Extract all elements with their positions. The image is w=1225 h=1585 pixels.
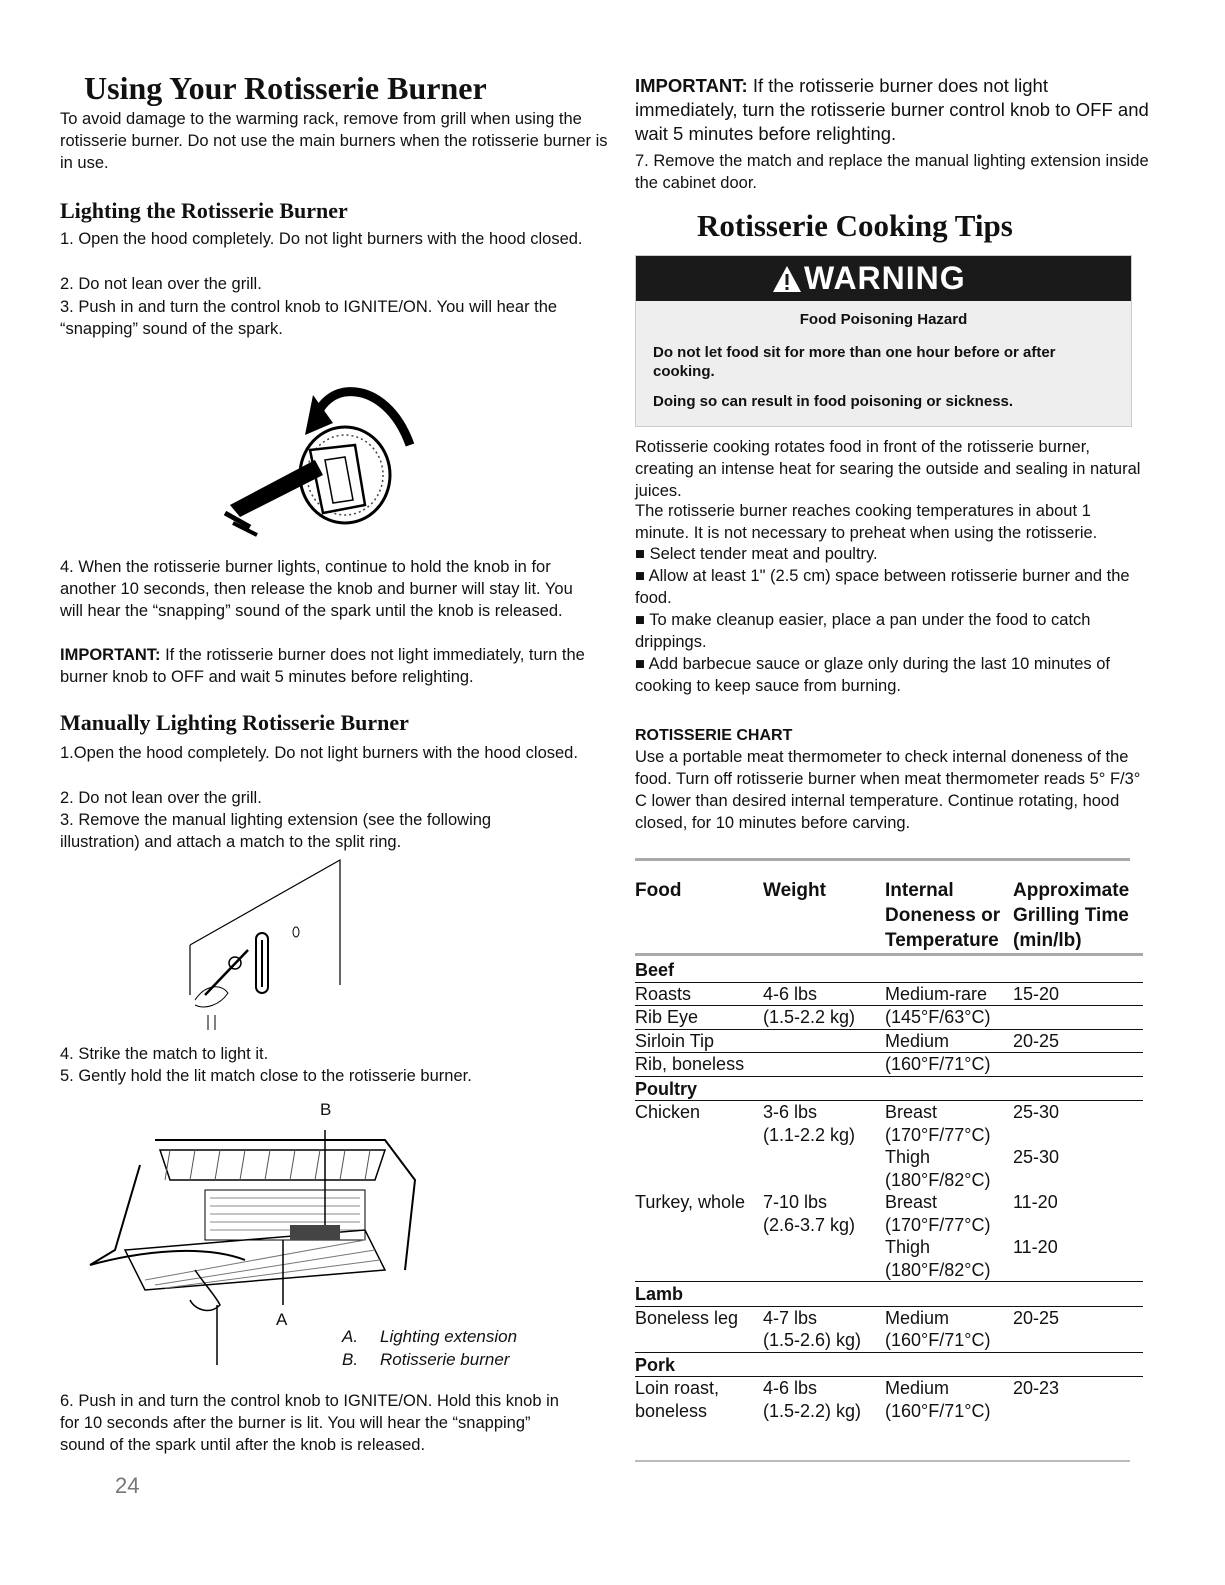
table-cell: (180°F/82°C) xyxy=(885,1259,991,1280)
table-cell xyxy=(1013,1006,1143,1030)
table-cell: (160°F/71°C) xyxy=(885,1053,1013,1077)
manual-heading: Manually Lighting Rotisserie Burner xyxy=(60,710,409,735)
warning-line-2: Doing so can result in food poisoning or sickness. xyxy=(653,393,1014,410)
section-beef: Beef xyxy=(635,955,1143,983)
table-cell: Boneless leg xyxy=(635,1306,763,1329)
table-cell: 7-10 lbs xyxy=(763,1192,828,1212)
table-row xyxy=(635,1053,1143,1077)
lighting-step-2: 2. Do not lean over the grill. xyxy=(60,275,262,293)
table-cell: Medium xyxy=(885,1306,1013,1329)
table-cell: 3-6 lbs xyxy=(763,1101,885,1124)
table-cell: (2.6-3.7 kg) xyxy=(763,1214,856,1235)
table-cell xyxy=(635,1124,763,1147)
tips-title: Rotisserie Cooking Tips xyxy=(697,208,1013,243)
section-pork: Pork xyxy=(635,1352,1143,1377)
warning-banner xyxy=(636,256,1131,301)
table-cell xyxy=(635,1169,763,1192)
label-b: B xyxy=(320,1100,332,1119)
table-cell: (1.5-2.6) kg) xyxy=(763,1330,862,1350)
table-cell xyxy=(763,1053,885,1077)
tips-bullet-list xyxy=(635,543,1145,697)
table-cell: 4-6 lbs xyxy=(763,1377,885,1400)
table-cell xyxy=(1013,1053,1143,1077)
header-food: Food xyxy=(635,880,682,901)
table-cell: (1.5-2.2) kg) xyxy=(763,1400,862,1421)
table-row xyxy=(635,1377,1143,1400)
table-row xyxy=(635,1029,1143,1053)
section-poultry: Poultry xyxy=(635,1076,1143,1101)
manual-step-3: 3. Remove the manual lighting extension (see the following illustration) and attach a match to the split ring. xyxy=(60,811,492,851)
lighting-step-3: 3. Push in and turn the control knob to IGNITE/ON. You will hear the “snapping” sound of the spark. xyxy=(60,298,558,338)
legend-b: Rotisserie burner xyxy=(380,1350,510,1369)
list-item: ■ Allow at least 1" (2.5 cm) space between rotisserie burner and the food. xyxy=(635,567,1130,607)
warning-hazard: Food Poisoning Hazard xyxy=(799,311,968,328)
table-cell: (170°F/77°C) xyxy=(885,1124,991,1145)
table-cell xyxy=(635,1146,763,1169)
table-top-rule xyxy=(635,858,1130,861)
table-cell: 25-30 xyxy=(1013,1147,1060,1167)
table-cell: Breast xyxy=(885,1101,1013,1124)
list-item: ■ Select tender meat and poultry. xyxy=(635,545,878,563)
table-row xyxy=(635,1146,1143,1169)
table-cell: 20-25 xyxy=(1013,1306,1143,1329)
chart-intro: Use a portable meat thermometer to check internal doneness of the food. Turn off rotisserie burner when meat thermometer reads 5° F/3° C lower than desired internal temperature. Continue rotating, hood closed, for 10 minutes before carving. xyxy=(635,748,1141,832)
header-internal: Internal Doneness or Temperature xyxy=(885,880,1001,951)
table-cell xyxy=(1013,1169,1143,1192)
table-cell xyxy=(635,1214,763,1237)
table-cell: (145°F/63°C) xyxy=(885,1006,1013,1030)
lighting-extension-illustration xyxy=(180,855,350,1035)
table-cell: 25-30 xyxy=(1013,1101,1143,1124)
rotisserie-chart-table xyxy=(635,878,1143,1422)
table-row xyxy=(635,1259,1143,1282)
table-cell xyxy=(763,1259,885,1282)
table-cell xyxy=(763,1169,885,1192)
legend-a-letter: A. xyxy=(342,1327,359,1346)
lighting-important: IMPORTANT: If the rotisserie burner does not light immediately, turn the burner knob to OFF and wait 5 minutes before relighting. xyxy=(60,646,585,686)
legend-b-letter: B. xyxy=(342,1350,359,1369)
table-cell: Thigh xyxy=(885,1237,931,1257)
table-cell: 20-25 xyxy=(1013,1029,1143,1053)
table-cell: (1.1-2.2 kg) xyxy=(763,1124,856,1145)
tips-paragraph-1: Rotisserie cooking rotates food in front of the rotisserie burner, creating an intense heat for searing the outside and sealing in natural juices. xyxy=(635,438,1141,500)
table-cell: (170°F/77°C) xyxy=(885,1214,991,1235)
lighting-heading: Lighting the Rotisserie Burner xyxy=(60,198,348,223)
table-cell xyxy=(1013,1214,1143,1237)
table-cell: Thigh xyxy=(885,1147,931,1167)
table-cell: 15-20 xyxy=(1013,982,1143,1006)
table-row xyxy=(635,1329,1143,1352)
lighting-step-1: 1. Open the hood completely. Do not light burners with the hood closed. xyxy=(60,230,583,248)
grill-illustration xyxy=(85,1120,425,1370)
page-title: Using Your Rotisserie Burner xyxy=(84,70,487,106)
right-important: IMPORTANT: If the rotisserie burner does not light immediately, turn the rotisserie burner control knob to OFF and wait 5 minutes before relighting. xyxy=(635,75,1149,144)
table-cell xyxy=(763,1029,885,1053)
chart-heading: ROTISSERIE CHART xyxy=(635,727,793,744)
table-row xyxy=(635,1006,1143,1030)
manual-step-7: 7. Remove the match and replace the manual lighting extension inside the cabinet door. xyxy=(635,152,1149,192)
header-time: Approximate Grilling Time (min/lb) xyxy=(1013,880,1130,951)
table-row xyxy=(635,1306,1143,1329)
table-bottom-rule xyxy=(635,1460,1130,1462)
table-cell: Medium xyxy=(885,1029,1013,1053)
table-row xyxy=(635,1400,1143,1423)
table-cell xyxy=(635,1236,763,1259)
table-cell: 20-23 xyxy=(1013,1377,1143,1400)
manual-step-4: 4. Strike the match to light it. xyxy=(60,1045,269,1063)
label-a: A xyxy=(276,1310,288,1329)
table-row xyxy=(635,1214,1143,1237)
table-row xyxy=(635,1124,1143,1147)
table-cell xyxy=(1013,1400,1143,1423)
table-cell xyxy=(763,1236,885,1259)
table-cell: Turkey, whole xyxy=(635,1192,746,1212)
table-row xyxy=(635,982,1143,1006)
manual-step-5: 5. Gently hold the lit match close to the rotisserie burner. xyxy=(60,1067,472,1085)
page-number: 24 xyxy=(115,1473,140,1498)
table-cell: boneless xyxy=(635,1400,708,1421)
table-row xyxy=(635,1101,1143,1124)
table-cell xyxy=(1013,1259,1143,1282)
table-cell xyxy=(1013,1124,1143,1147)
table-row xyxy=(635,1169,1143,1192)
list-item: ■ Add barbecue sauce or glaze only during the last 10 minutes of cooking to keep sauce from burning. xyxy=(635,655,1111,695)
table-cell: Medium xyxy=(885,1377,1013,1400)
table-row xyxy=(635,1236,1143,1259)
control-knob-illustration xyxy=(195,365,425,540)
table-cell: Medium-rare xyxy=(885,982,1013,1006)
lighting-step-4: 4. When the rotisserie burner lights, continue to hold the knob in for another 10 seconds, then release the knob and burner will stay lit. You will hear the “snapping” sound of the spark until the knob is released. xyxy=(60,558,573,620)
table-cell: Rib Eye xyxy=(635,1006,763,1030)
table-row xyxy=(635,1191,1143,1214)
warning-line-1: Do not let food sit for more than one hour before or after cooking. xyxy=(653,344,1056,380)
header-weight: Weight xyxy=(763,880,826,901)
table-cell: (160°F/71°C) xyxy=(885,1330,991,1350)
table-cell xyxy=(763,1146,885,1169)
list-item: ■ To make cleanup easier, place a pan under the food to catch drippings. xyxy=(635,611,1091,651)
warning-box xyxy=(635,255,1132,427)
table-cell: (180°F/82°C) xyxy=(885,1169,991,1190)
table-cell: Roasts xyxy=(635,982,763,1006)
tips-paragraph-2: The rotisserie burner reaches cooking temperatures in about 1 minute. It is not necessary to preheat when using the rotisserie. xyxy=(635,502,1098,542)
table-cell: 4-7 lbs xyxy=(763,1306,885,1329)
manual-step-6: 6. Push in and turn the control knob to IGNITE/ON. Hold this knob in for 10 seconds after the burner is lit. You will hear the “snapping” sound of the spark until after the knob is released. xyxy=(60,1392,559,1454)
table-cell: 11-20 xyxy=(1013,1237,1058,1257)
table-cell xyxy=(1013,1329,1143,1352)
table-cell xyxy=(635,1329,763,1352)
table-cell: (1.5-2.2 kg) xyxy=(763,1006,885,1030)
table-cell: 4-6 lbs xyxy=(763,982,885,1006)
table-cell: (160°F/71°C) xyxy=(885,1400,991,1421)
table-cell: Sirloin Tip xyxy=(635,1029,763,1053)
manual-step-2: 2. Do not lean over the grill. xyxy=(60,789,262,807)
table-cell: 11-20 xyxy=(1013,1192,1058,1212)
warning-label: WARNING xyxy=(804,260,966,296)
table-cell: Loin roast, xyxy=(635,1377,763,1400)
warning-triangle-icon xyxy=(771,264,803,294)
table-cell xyxy=(635,1259,763,1282)
table-cell: Rib, boneless xyxy=(635,1053,763,1077)
table-cell: Chicken xyxy=(635,1101,763,1124)
intro-text: To avoid damage to the warming rack, remove from grill when using the rotisserie burner. Do not use the main burners when the rotisserie burner is in use. xyxy=(60,110,608,172)
manual-step-1: 1.Open the hood completely. Do not light burners with the hood closed. xyxy=(60,744,578,762)
legend-a: Lighting extension xyxy=(380,1327,518,1346)
table-cell: Breast xyxy=(885,1192,938,1212)
section-lamb: Lamb xyxy=(635,1282,1143,1307)
